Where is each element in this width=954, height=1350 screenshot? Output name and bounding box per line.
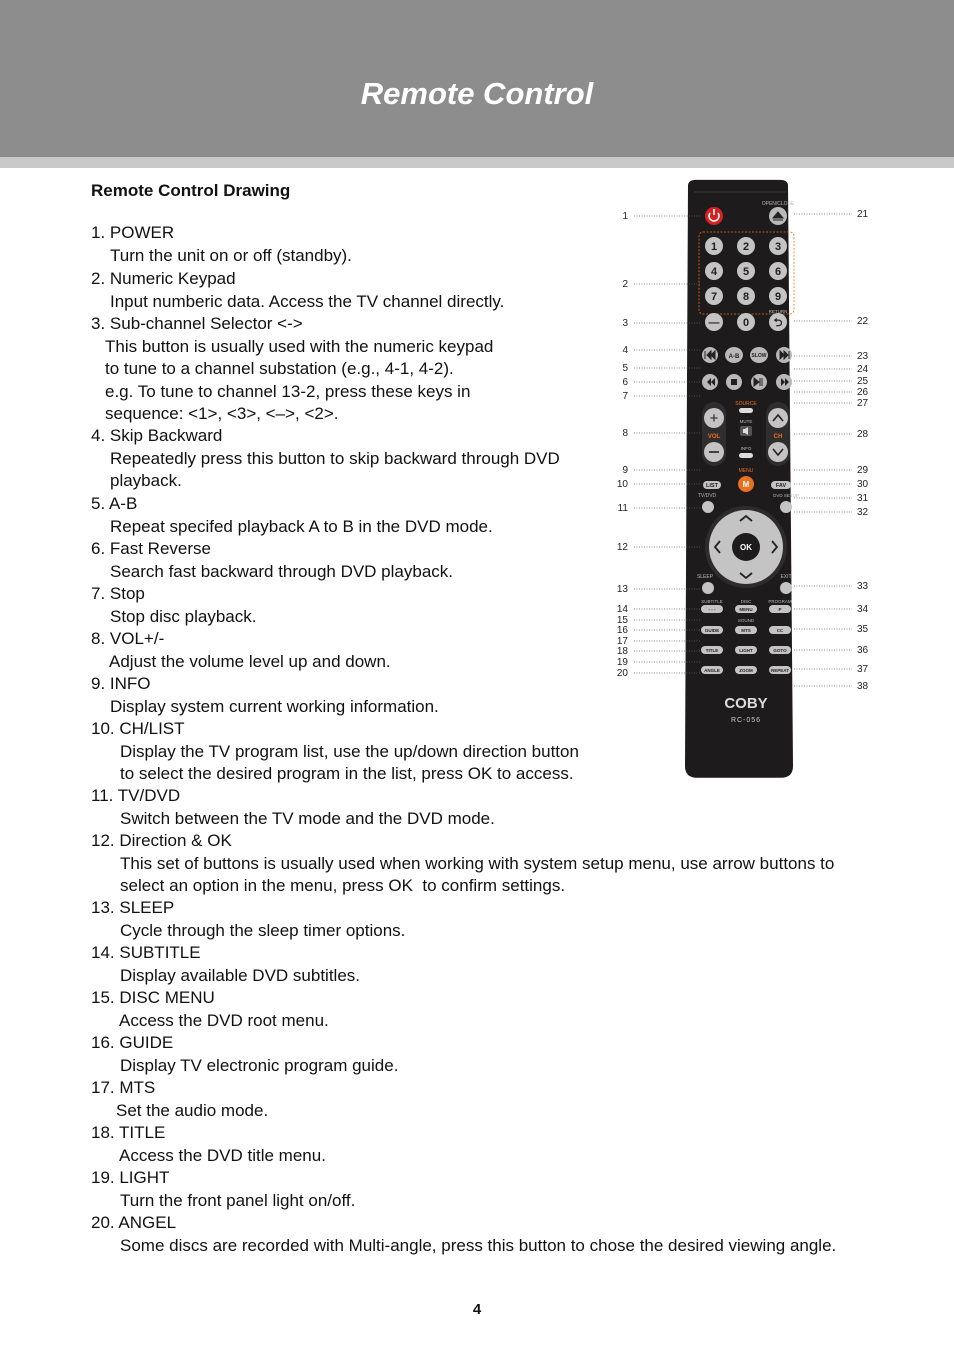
repeat-button-label: REPEAT xyxy=(771,668,789,673)
item-description: This set of buttons is usually used when working with system setup menu, use arrow buttons to select an option in the menu, press OK to confirm settings. xyxy=(120,853,835,895)
callout-number: 19 xyxy=(616,657,628,668)
mts-button-label: MTS xyxy=(741,628,751,633)
callout-number: 27 xyxy=(857,398,869,409)
dvd-setup-label: DVD SETUP xyxy=(773,493,799,498)
info-label: INFO xyxy=(740,446,752,451)
svg-text:SLOW: SLOW xyxy=(751,353,767,359)
item-title: 11. TV/DVD xyxy=(91,786,181,805)
callout-number: 25 xyxy=(857,376,869,387)
key-label: 1 xyxy=(710,241,718,253)
sleep-button[interactable] xyxy=(702,582,714,594)
callout-number: 24 xyxy=(857,364,869,375)
key-label: 7 xyxy=(710,291,718,303)
item-description: Turn the unit on or off (standby). xyxy=(110,245,352,265)
item-description: Display TV electronic program guide. xyxy=(120,1055,399,1075)
list-item xyxy=(91,493,493,538)
header-divider xyxy=(0,157,954,168)
callout-number: 6 xyxy=(622,377,628,388)
item-title: 5. A-B xyxy=(91,494,138,513)
item-description: Access the DVD title menu. xyxy=(119,1145,326,1165)
callout-number: 34 xyxy=(857,604,869,615)
list-item xyxy=(91,942,360,987)
callout-number: 36 xyxy=(857,645,869,656)
callout-number: 18 xyxy=(616,646,628,657)
item-description: Stop disc playback. xyxy=(110,606,257,626)
callout-number: 29 xyxy=(857,465,869,476)
callout-number: 20 xyxy=(616,668,628,679)
callout-number: 37 xyxy=(857,664,869,675)
item-description: Display the TV program list, use the up/down direction button to select the desired program in the list, press OK to access. xyxy=(120,741,579,783)
list-item xyxy=(91,222,352,267)
key-label: 6 xyxy=(774,266,782,278)
item-description: Set the audio mode. xyxy=(116,1100,269,1120)
list-item xyxy=(91,1077,268,1122)
callout-number: 23 xyxy=(857,351,869,362)
remote-svg xyxy=(604,176,894,724)
page-number: 4 xyxy=(472,1301,482,1318)
list-item xyxy=(91,785,495,830)
callout-number: 14 xyxy=(616,604,628,615)
open-close-label: OPEN/CLOSE xyxy=(761,201,795,207)
callout-number: 38 xyxy=(857,681,869,692)
tv-dvd-button[interactable] xyxy=(702,501,714,513)
item-title: 6. Fast Reverse xyxy=(91,539,211,558)
callout-number: 12 xyxy=(616,542,628,553)
cc-button-label: CC xyxy=(776,628,784,633)
item-description: Display system current working information. xyxy=(110,696,439,716)
callout-number: 16 xyxy=(616,625,628,636)
menu-label: MENU xyxy=(738,468,754,474)
list-item xyxy=(91,1122,326,1167)
key-label: — xyxy=(708,317,720,329)
callout-number: 3 xyxy=(622,318,628,329)
list-item xyxy=(91,718,579,786)
key-label: 9 xyxy=(774,291,782,303)
subtitle-label: SUBTITLE xyxy=(701,599,723,604)
item-description: Adjust the volume level up and down. xyxy=(109,651,391,671)
source-button[interactable] xyxy=(739,408,753,413)
guide-button-label: GUIDE xyxy=(704,628,720,633)
list-item xyxy=(91,1032,398,1077)
tv-dvd-label: TV/DVD xyxy=(697,493,717,499)
callout-number: 4 xyxy=(622,345,628,356)
ch-down-button[interactable] xyxy=(768,442,788,462)
list-item xyxy=(91,987,329,1032)
item-title: 16. GUIDE xyxy=(91,1033,174,1052)
callout-number: 22 xyxy=(857,316,869,327)
list-item xyxy=(91,1167,355,1212)
callout-number: 17 xyxy=(616,636,628,647)
list-item xyxy=(91,313,493,426)
callout-number: 8 xyxy=(622,428,628,439)
list-item xyxy=(91,830,834,898)
remote-control-drawing xyxy=(604,176,894,724)
callout-number: 2 xyxy=(622,279,628,290)
key-label: 2 xyxy=(742,241,750,253)
list-item xyxy=(91,1212,836,1257)
svg-text:A-B: A-B xyxy=(728,354,740,360)
item-title: 8. VOL+/- xyxy=(91,629,165,648)
stop-icon xyxy=(731,379,737,385)
callout-number: 31 xyxy=(857,493,869,504)
program-button-label: P xyxy=(778,607,782,612)
item-title: 2. Numeric Keypad xyxy=(91,269,236,288)
item-title: 12. Direction & OK xyxy=(91,831,232,850)
svg-text:M: M xyxy=(742,480,750,489)
callout-number: 32 xyxy=(857,507,869,518)
list-item xyxy=(91,897,405,942)
svg-text:LIST: LIST xyxy=(706,483,718,489)
item-title: 20. ANGEL xyxy=(91,1213,177,1232)
list-item xyxy=(91,425,560,493)
callout-number: 26 xyxy=(857,387,869,398)
item-title: 13. SLEEP xyxy=(91,898,175,917)
list-item xyxy=(91,538,453,583)
item-description: Repeatedly press this button to skip backward through DVD playback. xyxy=(110,448,560,490)
callout-number: 21 xyxy=(857,209,869,220)
key-label: 4 xyxy=(710,266,718,278)
subtitle-button-label: - - - xyxy=(708,607,716,612)
item-description: Some discs are recorded with Multi-angle, press this button to chose the desired viewing angle. xyxy=(120,1235,837,1255)
brand-logo: COBY xyxy=(724,695,768,712)
list-item xyxy=(91,583,256,628)
callout-number: 7 xyxy=(622,391,628,402)
program-label: PROGRAM xyxy=(768,599,792,604)
model-number: RC-056 xyxy=(730,717,762,724)
vol-label: VOL xyxy=(707,434,721,440)
callout-number: 1 xyxy=(622,211,628,222)
list-item xyxy=(91,673,439,718)
callout-number: 35 xyxy=(857,624,869,635)
ch-up-button[interactable] xyxy=(768,408,788,428)
callout-number: 5 xyxy=(622,363,628,374)
callout-number: 30 xyxy=(857,479,869,490)
zoom-button-label: ZOOM xyxy=(739,668,753,673)
disc-label: DISC xyxy=(740,599,752,604)
item-title: 4. Skip Backward xyxy=(91,426,223,445)
section-title: Remote Control Drawing xyxy=(91,181,291,200)
return-label: RETURN xyxy=(768,309,788,314)
title-button-label: TITLE xyxy=(705,648,719,653)
mute-label: MUTE xyxy=(739,419,753,424)
callout-number: 9 xyxy=(622,465,628,476)
angle-button-label: ANGLE xyxy=(704,668,720,673)
plus-icon: + xyxy=(709,410,719,427)
key-label: 3 xyxy=(774,241,782,253)
item-title: 18. TITLE xyxy=(91,1123,166,1142)
ch-label: CH xyxy=(773,434,783,440)
item-title: 19. LIGHT xyxy=(91,1168,170,1187)
item-title: 3. Sub-channel Selector <-> xyxy=(91,314,303,333)
sound-label: SOUND xyxy=(737,618,755,623)
source-label: SOURCE xyxy=(735,401,757,407)
list-item xyxy=(91,268,504,313)
key-label: 5 xyxy=(742,266,750,278)
item-description: Access the DVD root menu. xyxy=(119,1010,329,1030)
sleep-label: SLEEP xyxy=(696,574,714,580)
item-description: Cycle through the sleep timer options. xyxy=(120,920,406,940)
item-description: Search fast backward through DVD playback. xyxy=(110,561,454,581)
item-description: Repeat specifed playback A to B in the DVD mode. xyxy=(110,516,493,536)
key-label: ⮌ xyxy=(773,317,783,329)
key-label: 8 xyxy=(742,291,750,303)
item-description: This button is usually used with the numeric keypad to tune to a channel substation (e.g., 4-1, 4-2). e.g. To tune to channel 13-2, press these keys in sequence: <1>, <3>, <–>, <2>. xyxy=(105,336,494,423)
item-description: Display available DVD subtitles. xyxy=(120,965,360,985)
item-title: 7. Stop xyxy=(91,584,145,603)
item-title: 17. MTS xyxy=(91,1078,156,1097)
callout-number: 28 xyxy=(857,429,869,440)
key-label: 0 xyxy=(742,317,750,329)
info-button[interactable] xyxy=(739,453,753,458)
item-title: 10. CH/LIST xyxy=(91,719,185,738)
callout-number: 11 xyxy=(617,503,628,514)
item-description: Switch between the TV mode and the DVD mode. xyxy=(120,808,495,828)
callout-number: 10 xyxy=(616,479,628,490)
svg-text:OK: OK xyxy=(740,543,752,552)
light-button-label: LIGHT xyxy=(739,648,753,653)
list-item xyxy=(91,628,391,673)
svg-text:FAV: FAV xyxy=(775,483,787,489)
item-title: 15. DISC MENU xyxy=(91,988,215,1007)
item-title: 9. INFO xyxy=(91,674,151,693)
callout-number: 15 xyxy=(616,615,628,626)
exit-button[interactable] xyxy=(780,582,792,594)
item-title: 14. SUBTITLE xyxy=(91,943,201,962)
item-description: Turn the front panel light on/off. xyxy=(120,1190,356,1210)
callout-number: 13 xyxy=(616,584,628,595)
page-title: Remote Control xyxy=(360,76,594,111)
dvd-setup-button[interactable] xyxy=(780,501,792,513)
goto-button-label: GOTO xyxy=(773,648,787,653)
disc-menu-button-label: MENU xyxy=(739,607,753,612)
item-title: 1. POWER xyxy=(91,223,175,242)
callout-number: 33 xyxy=(857,581,869,592)
exit-label: EXIT xyxy=(780,574,792,580)
item-description: Input numberic data. Access the TV channel directly. xyxy=(110,291,505,311)
